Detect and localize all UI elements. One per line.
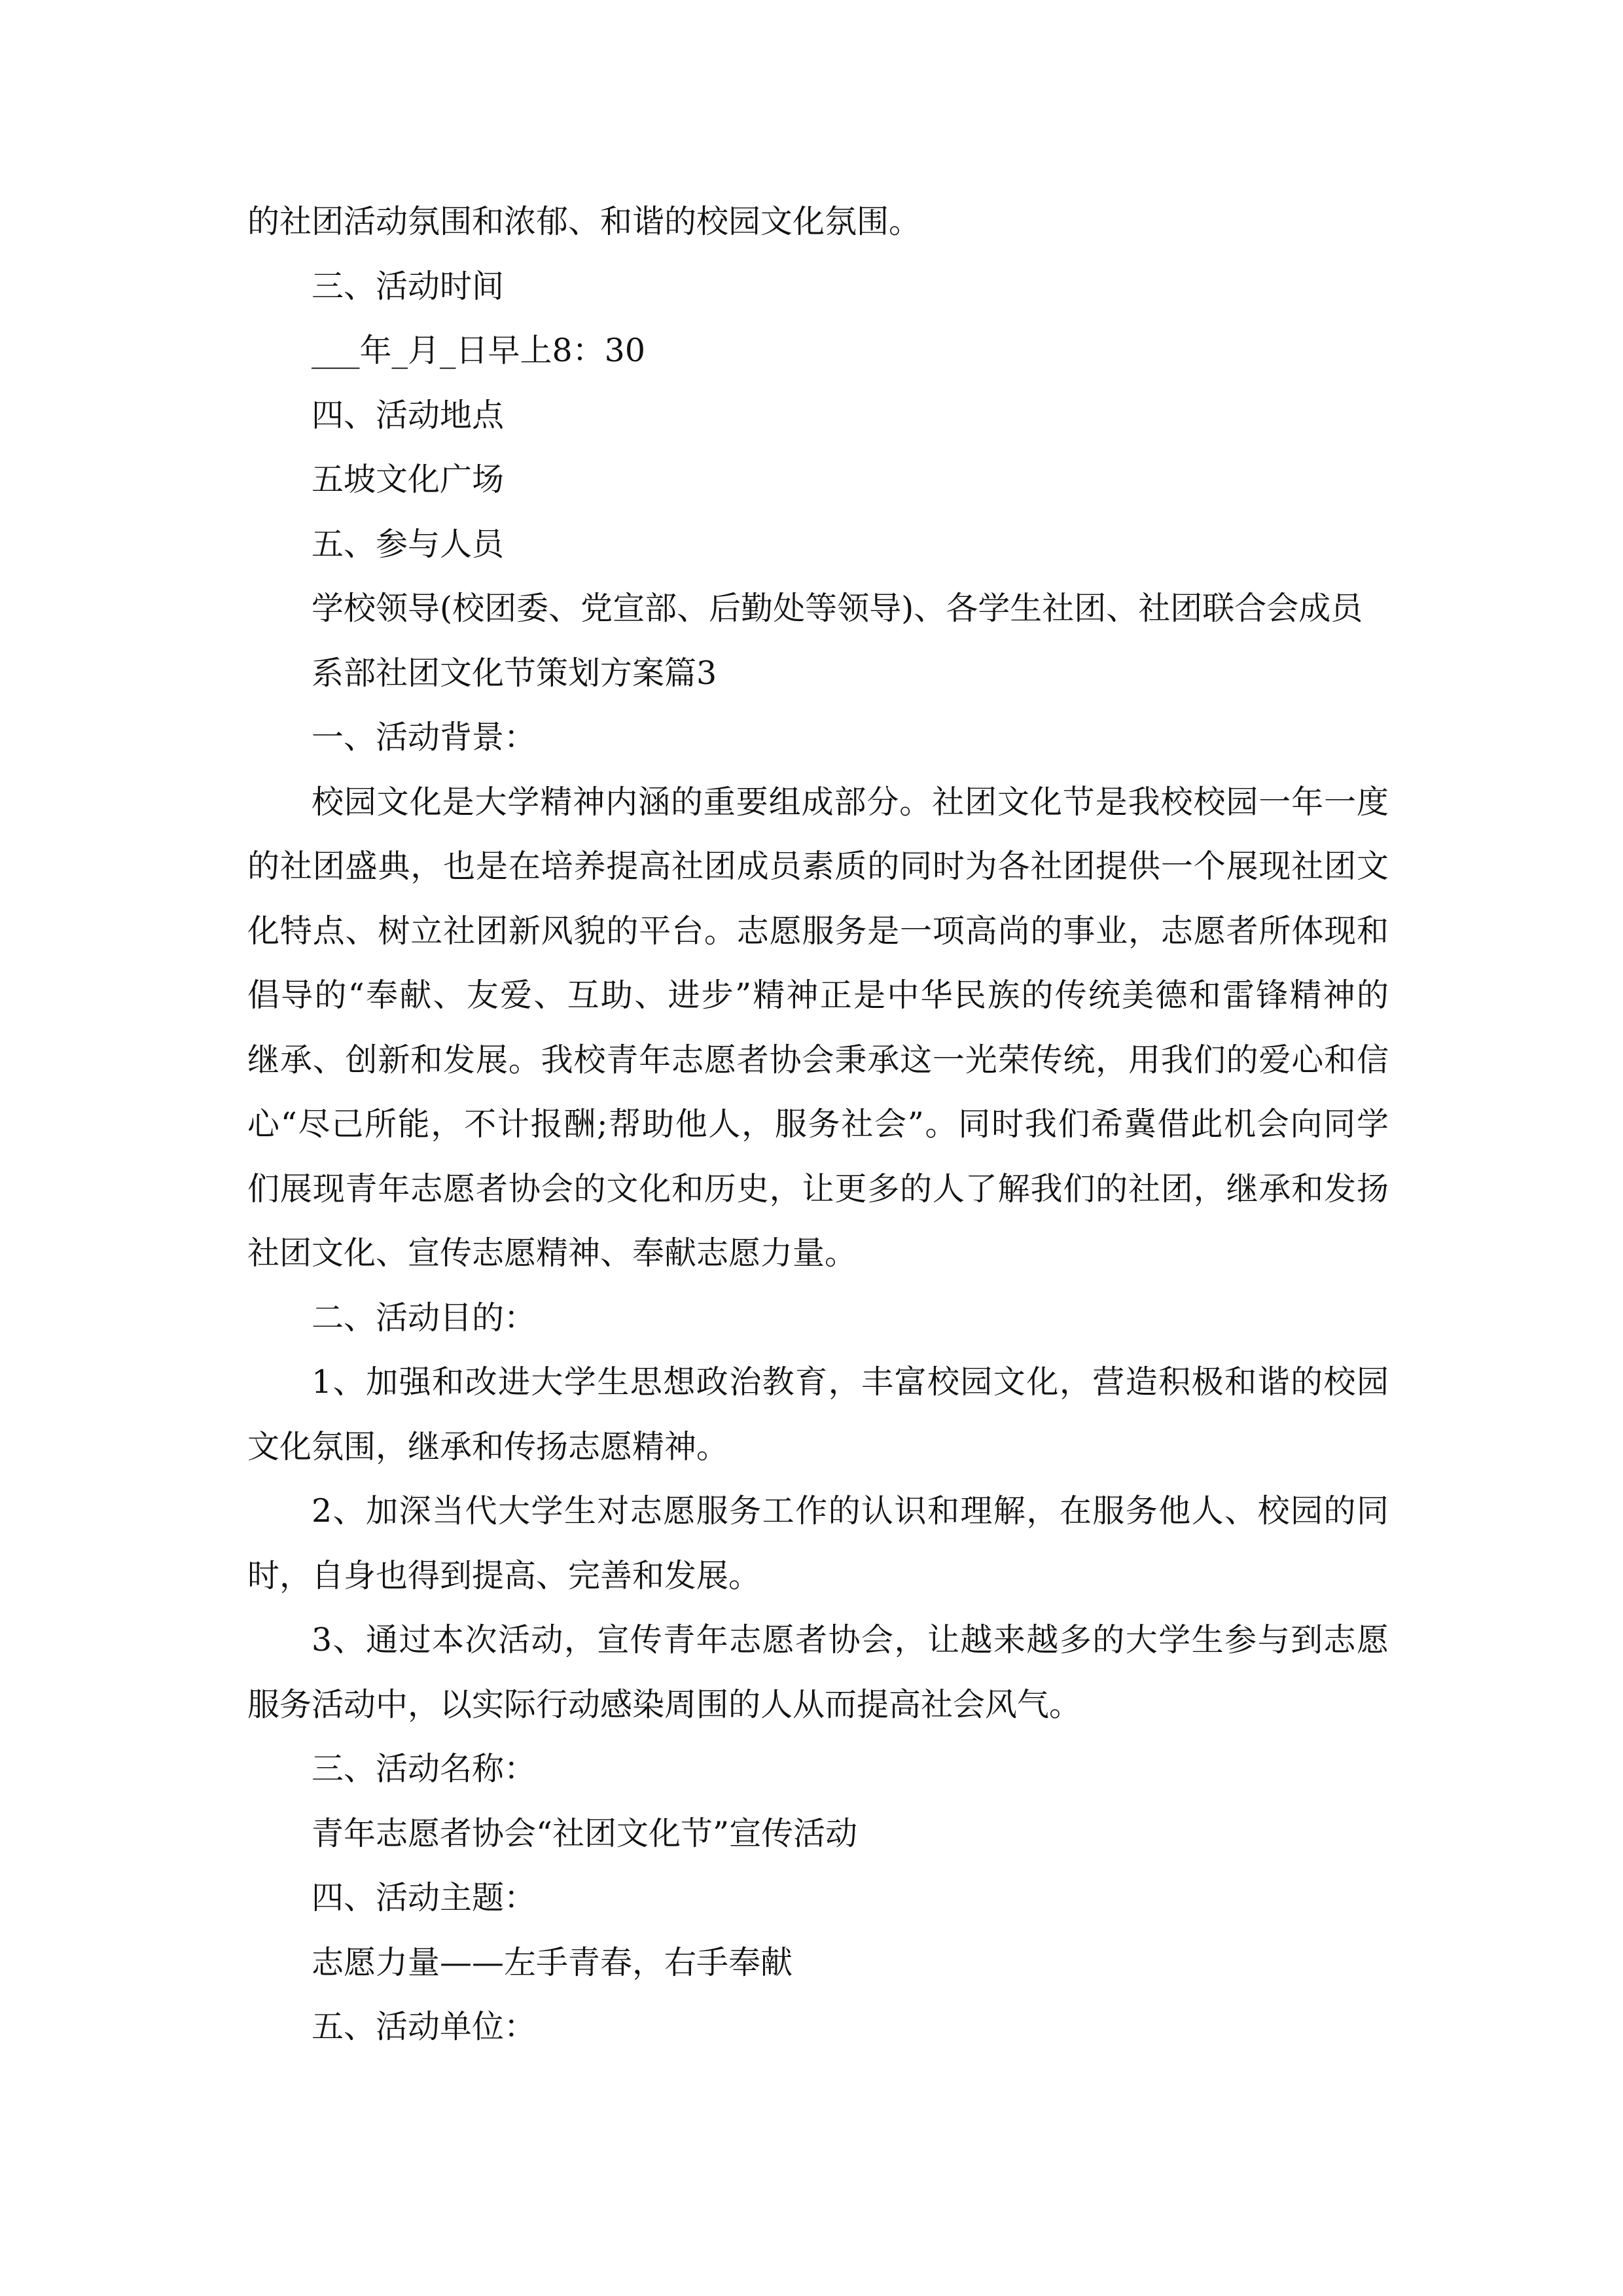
document-body [247,190,1389,2060]
text-line: 化特点、树立社团新风貌的平台。志愿服务是一项高尚的事业，志愿者所体现和 [247,912,1389,950]
text-line: 倡导的“奉献、友爱、互助、进步”精神正是中华民族的传统美德和雷锋精神的 [247,977,1389,1014]
text-line: 文化氛围，继承和传扬志愿精神。 [247,1427,729,1465]
text-line: 三、活动名称： [312,1750,537,1787]
text-line: 服务活动中，以实际行动感染周围的人从而提高社会风气。 [247,1685,1082,1723]
text-line: 社团文化、宣传志愿精神、奉献志愿力量。 [247,1234,857,1272]
text-line: 五坡文化广场 [312,461,505,498]
text-line: 二、活动目的： [312,1299,537,1336]
text-line: 四、活动地点 [312,396,505,434]
text-line: 青年志愿者协会“社团文化节”宣传活动 [312,1814,858,1852]
text-line: 三、活动时间 [312,267,505,305]
text-line: 的社团活动氛围和浓郁、和谐的校园文化氛围。 [247,203,921,240]
text-line: 一、活动背景： [312,719,537,756]
text-line: 校园文化是大学精神内涵的重要组成部分。社团文化节是我校校园一年一度 [312,783,1389,821]
text-line: 志愿力量——左手青春，右手奉献 [312,1943,793,1981]
text-line: ___年_月_日早上8：30 [312,332,646,369]
text-line: 心“尽己所能，不计报酬;帮助他人，服务社会”。同时我们希冀借此机会向同学 [247,1105,1389,1143]
text-line: 2、加深当代大学生对志愿服务工作的认识和理解，在服务他人、校园的同 [312,1492,1389,1530]
text-line: 五、参与人员 [312,525,505,563]
text-line: 四、活动主题： [312,1879,537,1916]
text-line: 的社团盛典，也是在培养提高社团成员素质的同时为各社团提供一个展现社团文 [247,848,1389,885]
text-line: 系部社团文化节策划方案篇3 [312,654,717,692]
text-line: 学校领导(校团委、党宣部、后勤处等领导)、各学生社团、社团联合会成员 [312,590,1363,627]
text-line: 继承、创新和发展。我校青年志愿者协会秉承这一光荣传统，用我们的爱心和信 [247,1041,1389,1079]
text-line: 时，自身也得到提高、完善和发展。 [247,1556,761,1594]
text-line: 五、活动单位： [312,2008,537,2045]
text-line: 1、加强和改进大学生思想政治教育，丰富校园文化，营造积极和谐的校园 [312,1363,1389,1401]
text-line: 们展现青年志愿者协会的文化和历史，让更多的人了解我们的社团，继承和发扬 [247,1170,1389,1208]
text-line: 3、通过本次活动，宣传青年志愿者协会，让越来越多的大学生参与到志愿 [312,1621,1389,1659]
